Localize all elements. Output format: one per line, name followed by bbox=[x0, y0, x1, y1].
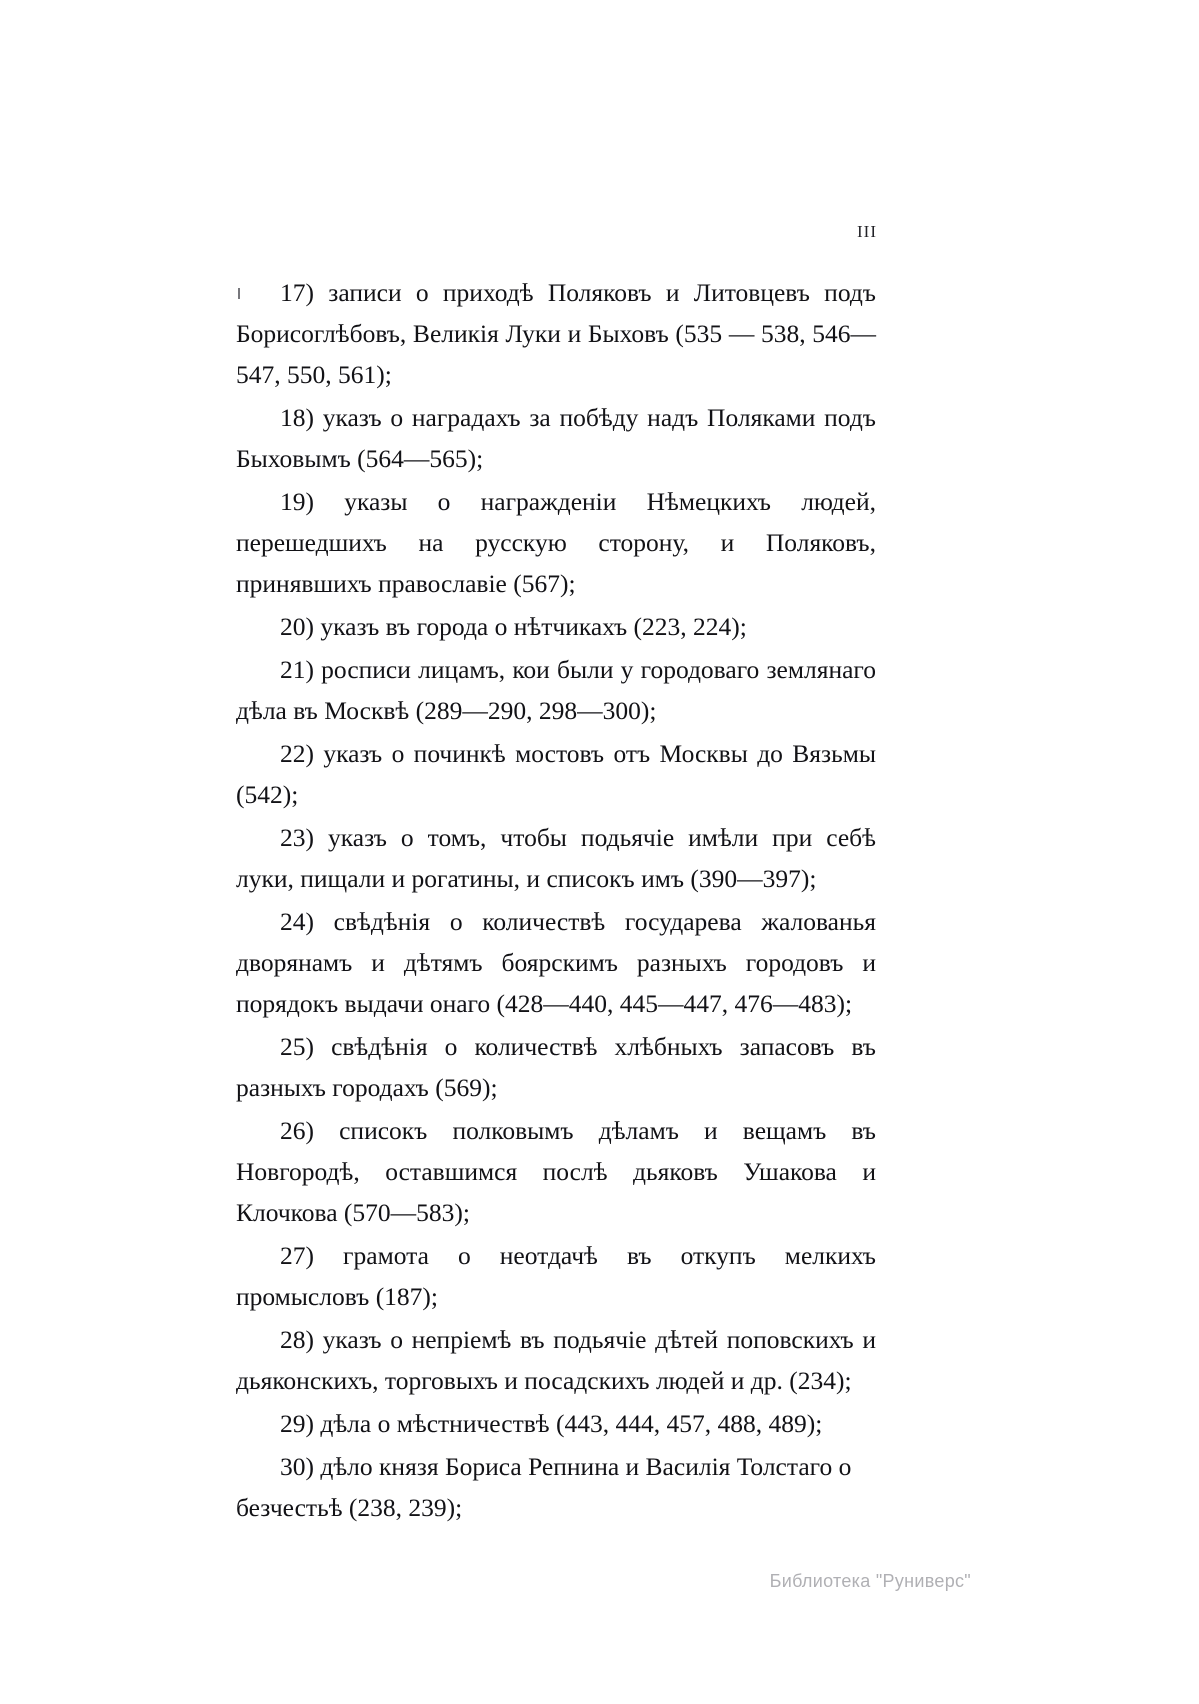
list-item: 30) дѣло князя Бориса Репнина и Василія Толстаго о безчестьѣ (238, 239); bbox=[236, 1452, 852, 1522]
list-item: 21) росписи лицамъ, кои были у городоваго землянаго дѣла въ Москвѣ (289—290, 298—300); bbox=[236, 655, 876, 725]
list-item: 23) указъ о томъ, чтобы подьячіе имѣли при себѣ луки, пищали и рогатины, и списокъ имъ (390—397); bbox=[236, 823, 876, 893]
list-item: 24) свѣдѣнія о количествѣ государева жалованья дворянамъ и дѣтямъ боярскимъ разныхъ городовъ и порядокъ выдачи онаго (428—440, 445—447, 476—483); bbox=[236, 907, 876, 1018]
list-item: 28) указъ о непріемѣ въ подьячіе дѣтей поповскихъ и дьяконскихъ, торговыхъ и посадскихъ людей и др. (234); bbox=[236, 1325, 876, 1395]
list-item: 25) свѣдѣнія о количествѣ хлѣбныхъ запасовъ въ разныхъ городахъ (569); bbox=[236, 1032, 876, 1102]
library-watermark: Библиотека "Руниверс" bbox=[769, 1571, 971, 1591]
list-item: 29) дѣла о мѣстничествѣ (443, 444, 457, 488, 489); bbox=[280, 1409, 823, 1438]
list-item: 19) указы о награжденіи Нѣмецкихъ людей, перешедшихъ на русскую сторону, и Поляковъ, принявшихъ православіе (567); bbox=[236, 487, 876, 598]
list-item: 26) списокъ полковымъ дѣламъ и вещамъ въ Новгородѣ, оставшимся послѣ дьяковъ Ушакова и Клочкова (570—583); bbox=[236, 1116, 876, 1227]
page-number: III bbox=[857, 222, 877, 241]
body-text bbox=[236, 272, 876, 1530]
list-item: 18) указъ о наградахъ за побѣду надъ Поляками подъ Быховымъ (564—565); bbox=[236, 403, 876, 473]
list-item: 17) записи о приходѣ Поляковъ и Литовцевъ подъ Борисоглѣбовъ, Великія Луки и Быховъ (535 — 538, 546—547, 550, 561); bbox=[236, 278, 876, 389]
list-item: 20) указъ въ города о нѣтчикахъ (223, 224); bbox=[280, 612, 747, 641]
list-item: 22) указъ о починкѣ мостовъ отъ Москвы до Вязьмы (542); bbox=[236, 739, 876, 809]
list-item: 27) грамота о неотдачѣ въ откупъ мелкихъ промысловъ (187); bbox=[236, 1241, 876, 1311]
